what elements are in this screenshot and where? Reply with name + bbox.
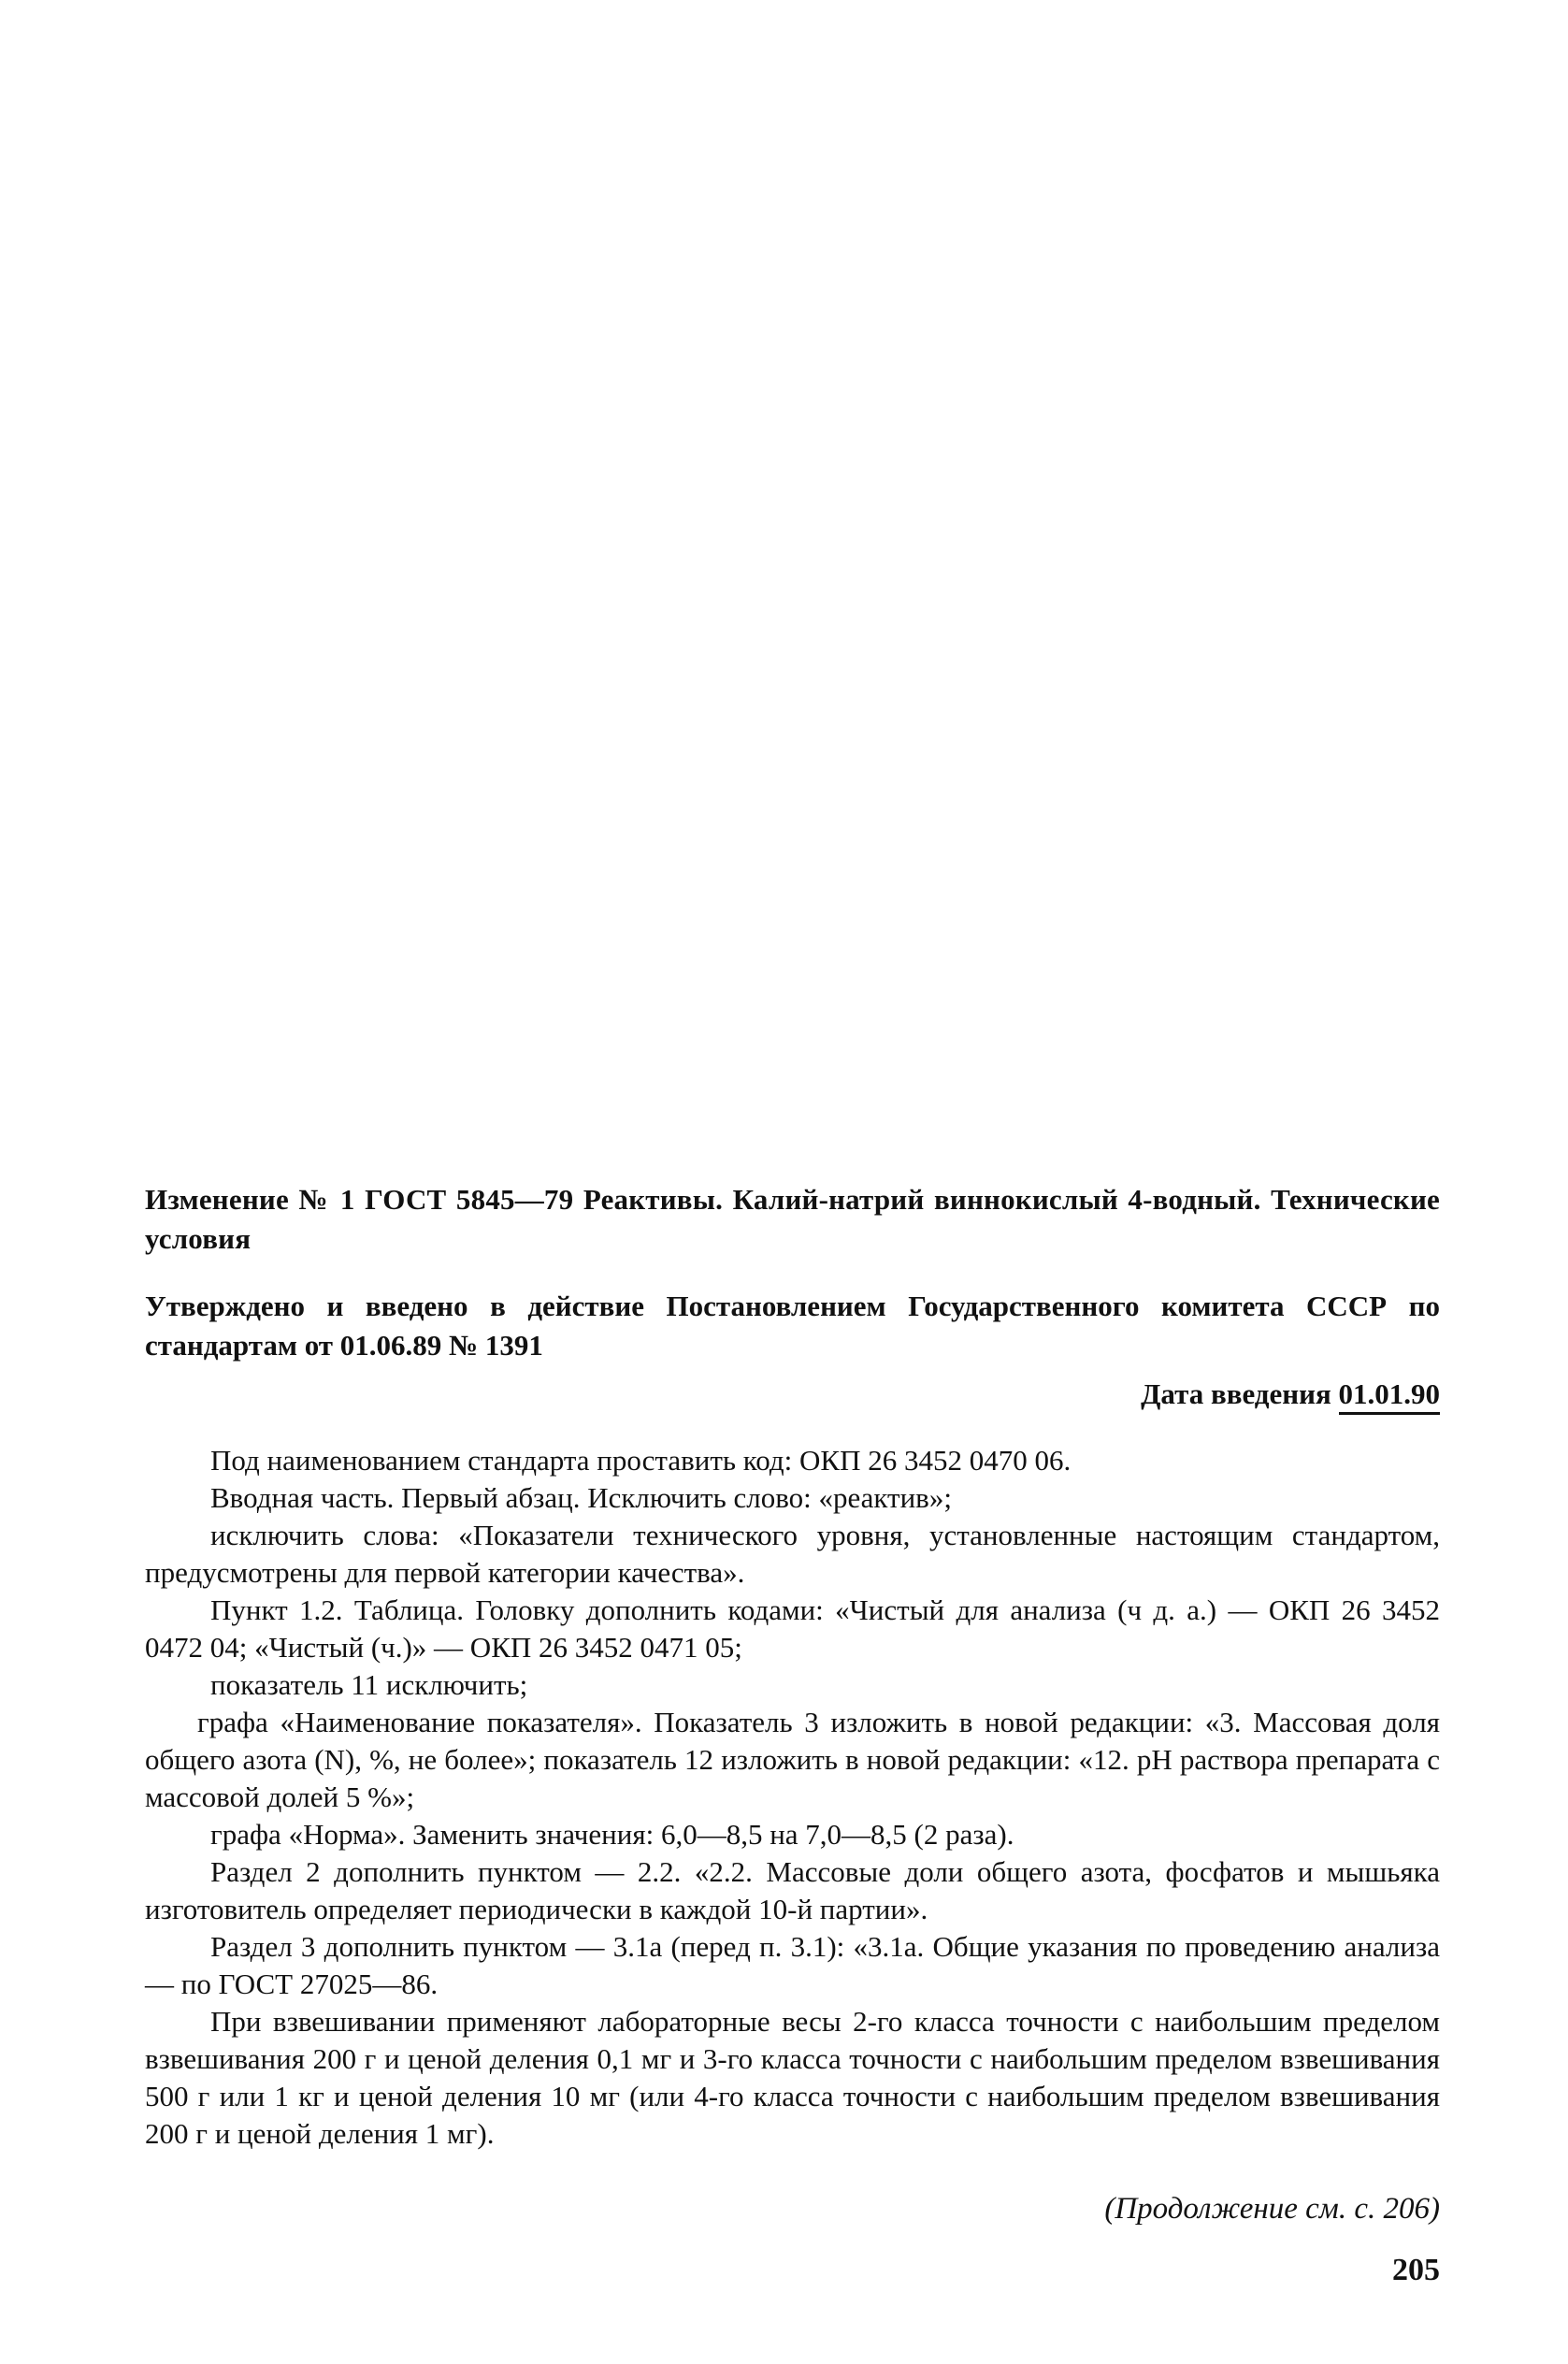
continuation-note: (Продолжение см. с. 206) [1104,2192,1440,2226]
paragraph: исключить слова: «Показатели технического уровня, установленные настоящим стандартом, предусмотрены для первой категории качества». [145,1519,1440,1589]
paragraph: Пункт 1.2. Таблица. Головку дополнить кодами: «Чистый для анализа (ч д. а.) — ОКП 26 3452 0472 04; «Чистый (ч.)» — ОКП 26 3452 0471 05; [145,1593,1440,1664]
paragraph: При взвешивании применяют лабораторные весы 2-го класса точности с наибольшим пределом взвешивания 200 г и ценой деления 0,1 мг и 3-го класса точности с наибольшим пределом взвешивания 500 г или 1 кг и ценой деления 10 мг (или 4-го класса точности с наибольшим пределом взвешивания 200 г и ценой деления 1 мг). [145,2005,1440,2150]
approval-statement: Утверждено и введено в действие Постановлением Государственного комитета СССР по стандартам от 01.06.89 № 1391 [145,1290,1440,1362]
document-page [145,1180,1440,2291]
page-number: 205 [1392,2253,1440,2287]
effective-date-value: 01.01.90 [1339,1377,1441,1415]
paragraph: графа «Наименование показателя». Показатель 3 изложить в новой редакции: «3. Массовая доля общего азота (N), %, не более»; показатель 12 изложить в новой редакции: «12. pH раствора препарата с массовой долей 5 %»; [145,1706,1440,1813]
paragraph: Раздел 2 дополнить пунктом — 2.2. «2.2. Массовые доли общего азота, фосфатов и мышьяка изготовитель определяет периодически в каждой 10-й партии». [145,1855,1440,1925]
paragraph: Вводная часть. Первый абзац. Исключить слово: «реактив»; [210,1481,952,1514]
document-body [145,1442,1440,2153]
effective-date [145,1375,1440,1414]
paragraph: графа «Норма». Заменить значения: 6,0—8,5 на 7,0—8,5 (2 раза). [210,1818,1014,1851]
paragraph: Раздел 3 дополнить пунктом — 3.1a (перед п. 3.1): «3.1a. Общие указания по проведению анализа — по ГОСТ 27025—86. [145,1930,1440,2000]
paragraph: Под наименованием стандарта проставить код: ОКП 26 3452 0470 06. [210,1444,1072,1477]
effective-date-label: Дата введения [1141,1377,1331,1410]
amendment-title: Изменение № 1 ГОСТ 5845—79 Реактивы. Калий-натрий виннокислый 4-водный. Технические условия [145,1183,1440,1255]
paragraph: показатель 11 исключить; [210,1668,528,1701]
